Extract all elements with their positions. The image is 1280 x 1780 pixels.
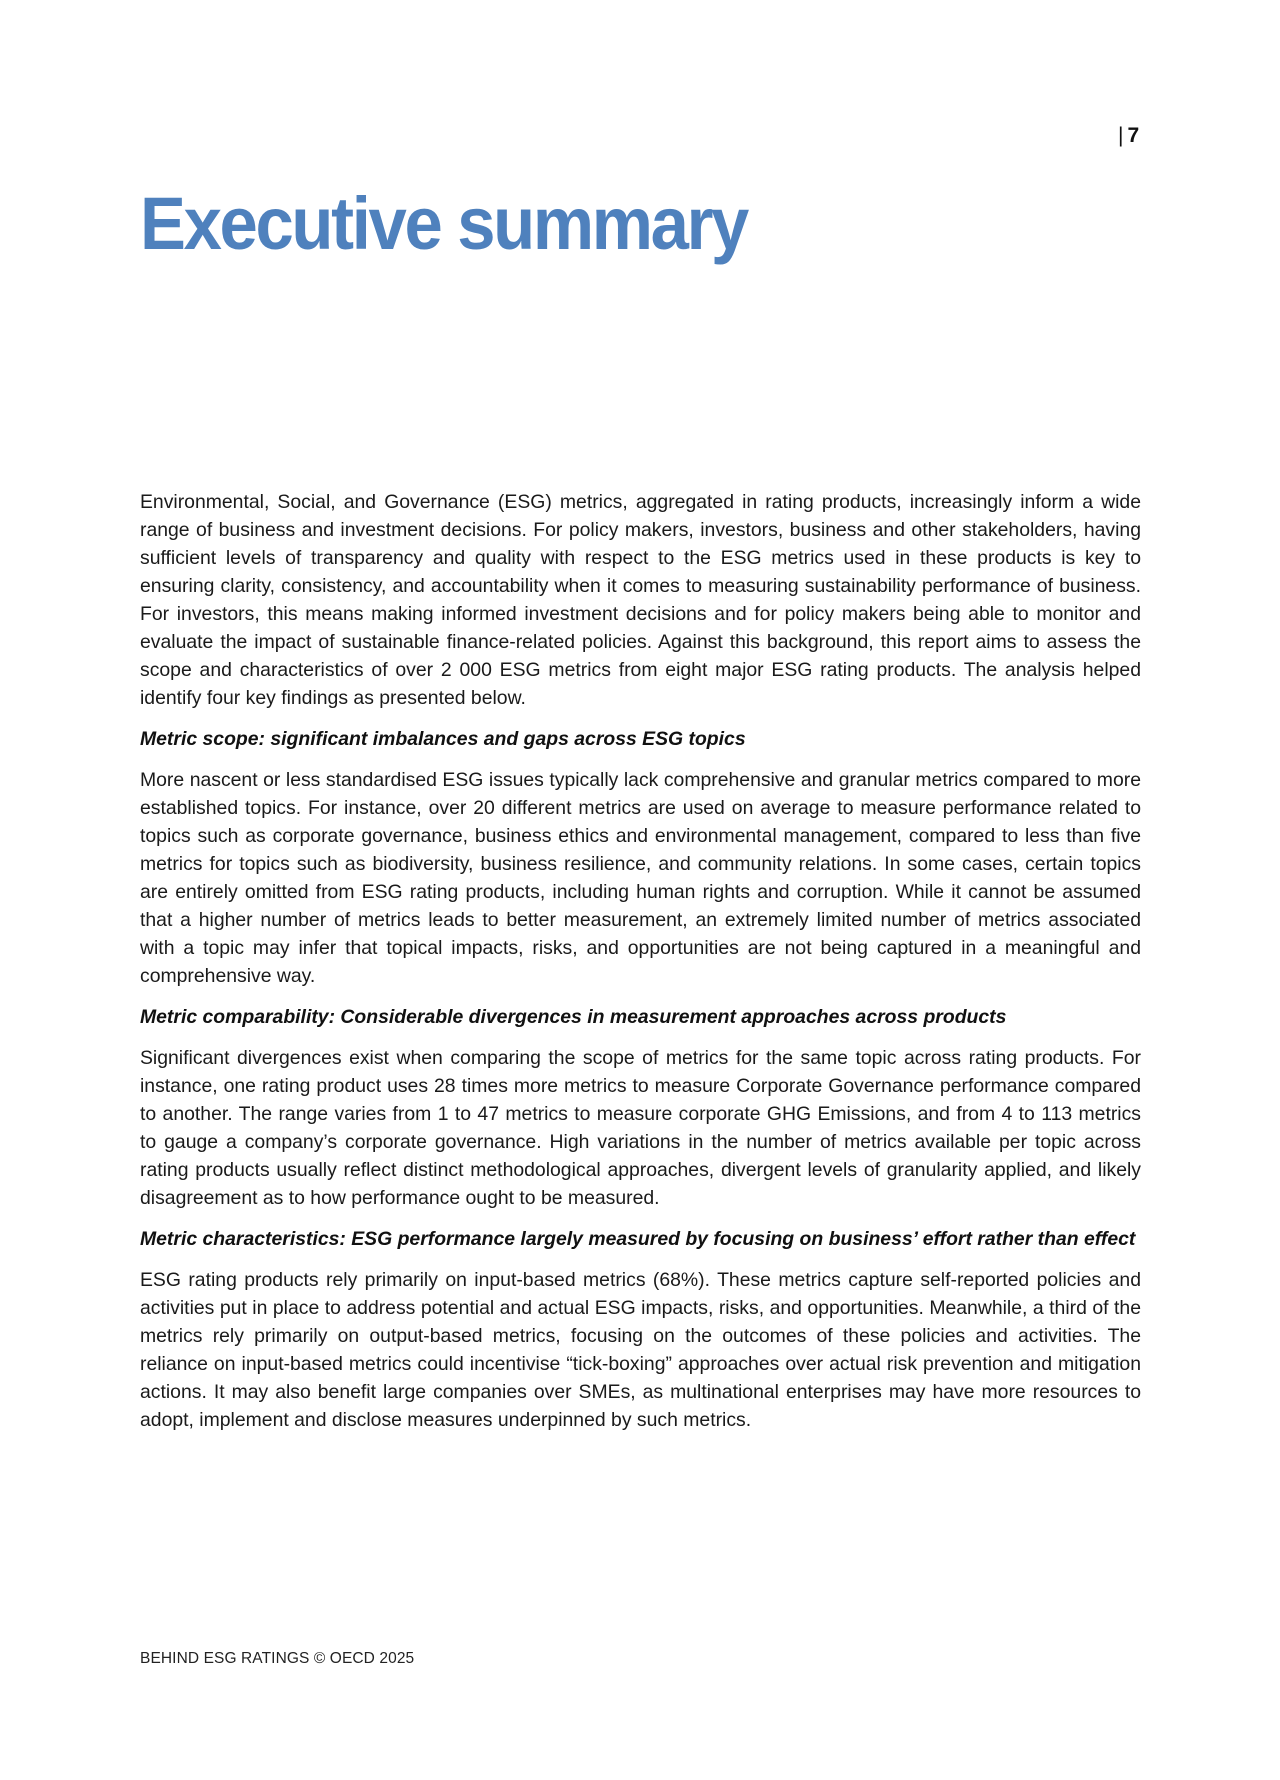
page-number-separator: | bbox=[1118, 124, 1125, 147]
section-heading-metric-characteristics: Metric characteristics: ESG performance largely measured by focusing on business’ effort rather than effect bbox=[140, 1228, 1136, 1250]
section-body-metric-scope: More nascent or less standardised ESG issues typically lack comprehensive and granular metrics compared to more established topics. For instance, over 20 different metrics are used on average to measure performance related to topics such as corporate governance, business ethics and environmental management, compared to less than five metrics for topics such as biodiversity, business resilience, and community relations. In some cases, certain topics are entirely omitted from ESG rating products, including human rights and corruption. While it cannot be assumed that a higher number of metrics leads to better measurement, an extremely limited number of metrics associated with a topic may infer that topical impacts, risks, and opportunities are not being captured in a meaningful and comprehensive way. bbox=[140, 769, 1141, 987]
section-body-metric-characteristics: ESG rating products rely primarily on input-based metrics (68%). These metrics capture self-reported policies and activities put in place to address potential and actual ESG impacts, risks, and opportunities. Meanwhile, a third of the metrics rely primarily on output-based metrics, focusing on the outcomes of these policies and activities. The reliance on input-based metrics could incentivise “tick-boxing” approaches over actual risk prevention and mitigation actions. It may also benefit large companies over SMEs, as multinational enterprises may have more resources to adopt, implement and disclose measures underpinned by such metrics. bbox=[140, 1269, 1141, 1431]
page-number bbox=[1118, 124, 1140, 148]
page-number-value: 7 bbox=[1127, 124, 1141, 147]
section-heading-metric-comparability: Metric comparability: Considerable divergences in measurement approaches across products bbox=[140, 1006, 1007, 1028]
intro-paragraph: Environmental, Social, and Governance (ESG) metrics, aggregated in rating products, increasingly inform a wide range of business and investment decisions. For policy makers, investors, business and other stakeholders, having sufficient levels of transparency and quality with respect to the ESG metrics used in these products is key to ensuring clarity, consistency, and accountability when it comes to measuring sustainability performance of business. For investors, this means making informed investment decisions and for policy makers being able to monitor and evaluate the impact of sustainable finance-related policies. Against this background, this report aims to assess the scope and characteristics of over 2 000 ESG metrics from eight major ESG rating products. The analysis helped identify four key findings as presented below. bbox=[140, 491, 1141, 709]
section-body-metric-comparability: Significant divergences exist when comparing the scope of metrics for the same topic across rating products. For instance, one rating product uses 28 times more metrics to measure Corporate Governance performance compared to another. The range varies from 1 to 47 metrics to measure corporate GHG Emissions, and from 4 to 113 metrics to gauge a company’s corporate governance. High variations in the number of metrics available per topic across rating products usually reflect distinct methodological approaches, divergent levels of granularity applied, and likely disagreement as to how performance ought to be measured. bbox=[140, 1047, 1141, 1209]
page-title: Executive summary bbox=[140, 182, 747, 265]
section-heading-metric-scope: Metric scope: significant imbalances and gaps across ESG topics bbox=[140, 728, 746, 750]
page-footer: BEHIND ESG RATINGS © OECD 2025 bbox=[140, 1650, 415, 1667]
document-body bbox=[140, 488, 1141, 1447]
